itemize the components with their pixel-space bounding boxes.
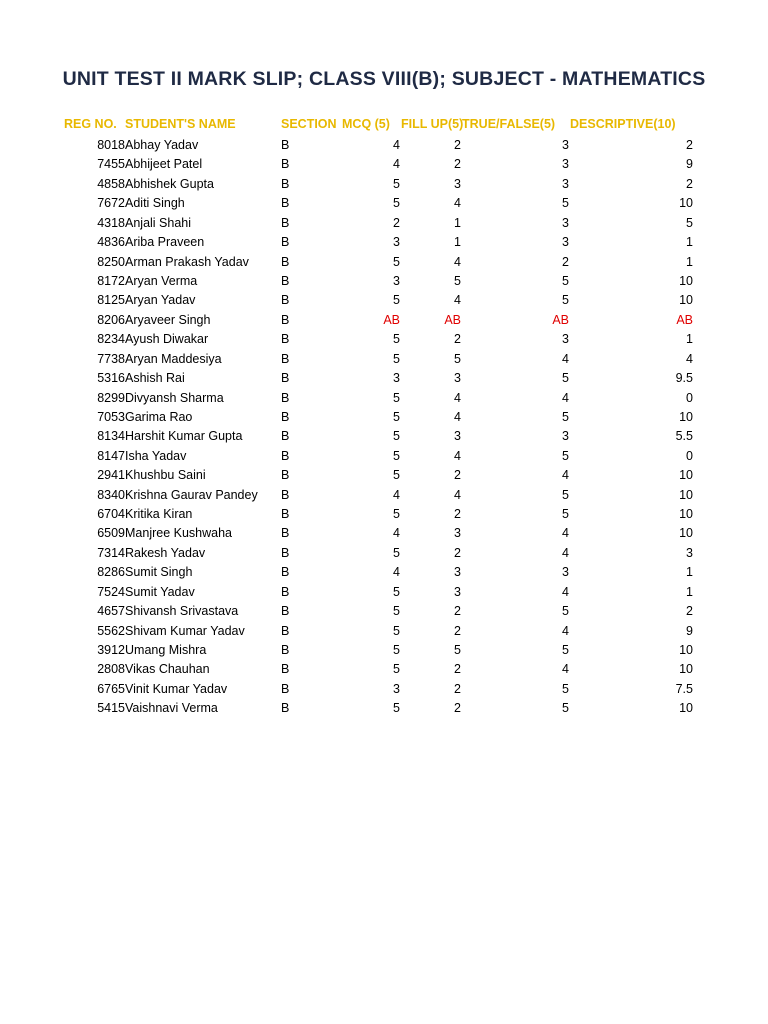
true-false-cell: AB — [552, 312, 569, 327]
descriptive-cell: AB — [676, 312, 693, 327]
fill-up-cell: 3 — [454, 371, 461, 385]
fill-up-cell: 2 — [454, 138, 461, 152]
student-name-cell: Aditi Singh — [125, 196, 185, 211]
section-cell: B — [281, 468, 290, 483]
descriptive-cell: 10 — [679, 409, 693, 424]
mcq-cell: 5 — [393, 662, 400, 677]
student-name-cell: Divyansh Sharma — [125, 390, 224, 405]
table-row — [0, 175, 768, 194]
header-student-name: STUDENT'S NAME — [125, 117, 236, 131]
true-false-cell: 4 — [562, 584, 569, 599]
section-cell: B — [281, 604, 290, 619]
section-cell: B — [281, 642, 290, 657]
true-false-cell: 4 — [562, 545, 569, 560]
section-cell: B — [281, 196, 290, 211]
descriptive-cell: 4 — [686, 351, 693, 366]
true-false-cell: 3 — [562, 332, 569, 347]
reg-no-cell: 5562 — [97, 623, 125, 638]
descriptive-cell: 7.5 — [675, 681, 693, 696]
true-false-cell: 4 — [562, 351, 569, 366]
reg-no-cell: 8299 — [97, 390, 125, 405]
table-row — [0, 350, 768, 369]
true-false-cell: 3 — [562, 429, 569, 444]
student-name-cell: Khushbu Saini — [125, 468, 206, 483]
table-row — [0, 427, 768, 446]
mcq-cell: 5 — [393, 642, 400, 657]
true-false-cell: 5 — [562, 642, 569, 657]
student-name-cell: Sumit Singh — [125, 565, 193, 580]
section-cell: B — [281, 390, 290, 405]
section-cell: B — [281, 565, 290, 580]
table-row — [0, 602, 768, 621]
header-mcq: MCQ (5) — [342, 117, 390, 131]
section-cell: B — [281, 623, 290, 638]
section-cell: B — [281, 701, 290, 716]
section-cell: B — [281, 448, 290, 463]
fill-up-cell: 2 — [454, 623, 461, 638]
descriptive-cell: 10 — [679, 507, 693, 521]
reg-no-cell: 2941 — [97, 468, 125, 483]
student-name-cell: Rakesh Yadav — [125, 545, 206, 560]
mcq-cell: 5 — [393, 701, 400, 716]
descriptive-cell: 10 — [679, 526, 693, 541]
reg-no-cell: 8206 — [97, 312, 125, 327]
mcq-cell: 5 — [393, 196, 400, 211]
reg-no-cell: 8125 — [97, 293, 125, 308]
student-name-cell: Arman Prakash Yadav — [125, 254, 249, 269]
section-cell: B — [281, 409, 290, 424]
mcq-cell: 5 — [393, 545, 400, 560]
section-cell: B — [281, 312, 290, 327]
reg-no-cell: 7314 — [97, 545, 125, 560]
mcq-cell: AB — [383, 312, 400, 327]
true-false-cell: 4 — [562, 623, 569, 638]
table-row — [0, 524, 768, 543]
table-row — [0, 486, 768, 505]
fill-up-cell: 2 — [454, 681, 461, 696]
mcq-cell: 5 — [393, 623, 400, 638]
descriptive-cell: 10 — [679, 293, 693, 308]
student-name-cell: Abhishek Gupta — [125, 176, 214, 191]
mcq-cell: 3 — [393, 273, 400, 288]
reg-no-cell: 4836 — [97, 235, 125, 250]
table-row — [0, 233, 768, 252]
descriptive-cell: 9.5 — [675, 371, 693, 385]
table-row — [0, 291, 768, 310]
true-false-cell: 3 — [562, 157, 569, 172]
descriptive-cell: 9 — [686, 623, 693, 638]
mcq-cell: 2 — [393, 215, 400, 230]
fill-up-cell: 5 — [454, 351, 461, 366]
table-row — [0, 505, 768, 524]
descriptive-cell: 2 — [686, 604, 693, 619]
true-false-cell: 2 — [562, 254, 569, 269]
mcq-cell: 5 — [393, 332, 400, 347]
section-cell: B — [281, 273, 290, 288]
fill-up-cell: 3 — [454, 565, 461, 580]
reg-no-cell: 8147 — [97, 448, 125, 463]
mcq-cell: 5 — [393, 507, 400, 521]
fill-up-cell: 3 — [454, 429, 461, 444]
section-cell: B — [281, 507, 290, 521]
table-row — [0, 155, 768, 174]
descriptive-cell: 0 — [686, 448, 693, 463]
fill-up-cell: 2 — [454, 662, 461, 677]
table-row — [0, 447, 768, 466]
table-row — [0, 272, 768, 291]
mcq-cell: 5 — [393, 429, 400, 444]
fill-up-cell: 2 — [454, 468, 461, 483]
header-section: SECTION — [281, 117, 337, 131]
fill-up-cell: 4 — [454, 487, 461, 502]
descriptive-cell: 10 — [679, 662, 693, 677]
descriptive-cell: 1 — [686, 332, 693, 347]
true-false-cell: 4 — [562, 390, 569, 405]
table-row — [0, 699, 768, 718]
true-false-cell: 5 — [562, 196, 569, 211]
mcq-cell: 5 — [393, 293, 400, 308]
section-cell: B — [281, 681, 290, 696]
descriptive-cell: 1 — [686, 254, 693, 269]
descriptive-cell: 10 — [679, 273, 693, 288]
section-cell: B — [281, 584, 290, 599]
fill-up-cell: 4 — [454, 293, 461, 308]
fill-up-cell: 5 — [454, 273, 461, 288]
descriptive-cell: 10 — [679, 468, 693, 483]
section-cell: B — [281, 662, 290, 677]
reg-no-cell: 5316 — [97, 371, 125, 385]
table-row — [0, 408, 768, 427]
student-name-cell: Manjree Kushwaha — [125, 526, 233, 541]
true-false-cell: 4 — [562, 662, 569, 677]
table-row — [0, 622, 768, 641]
section-cell: B — [281, 293, 290, 308]
table-row — [0, 369, 768, 388]
true-false-cell: 3 — [562, 138, 569, 152]
mcq-cell: 3 — [393, 371, 400, 385]
fill-up-cell: 1 — [454, 215, 461, 230]
student-name-cell: Abhijeet Patel — [125, 157, 203, 172]
mcq-cell: 5 — [393, 254, 400, 269]
section-cell: B — [281, 157, 290, 172]
fill-up-cell: 1 — [454, 235, 461, 250]
section-cell: B — [281, 526, 290, 541]
descriptive-cell: 2 — [686, 138, 693, 152]
reg-no-cell: 4657 — [97, 604, 125, 619]
reg-no-cell: 8018 — [97, 138, 125, 152]
mcq-cell: 4 — [393, 138, 400, 152]
student-name-cell: Aryan Verma — [125, 273, 198, 288]
reg-no-cell: 7524 — [97, 584, 125, 599]
table-row — [0, 311, 768, 330]
table-row — [0, 389, 768, 408]
student-name-cell: Aryan Yadav — [125, 293, 196, 308]
fill-up-cell: 2 — [454, 157, 461, 172]
reg-no-cell: 7053 — [97, 409, 125, 424]
student-name-cell: Anjali Shahi — [125, 215, 192, 230]
table-row — [0, 136, 768, 155]
reg-no-cell: 8340 — [97, 487, 125, 502]
reg-no-cell: 7672 — [97, 196, 125, 211]
descriptive-cell: 5 — [686, 215, 693, 230]
fill-up-cell: 2 — [454, 507, 461, 521]
true-false-cell: 3 — [562, 235, 569, 250]
descriptive-cell: 5.5 — [675, 429, 693, 444]
true-false-cell: 5 — [562, 273, 569, 288]
table-row — [0, 194, 768, 213]
true-false-cell: 5 — [562, 448, 569, 463]
student-name-cell: Ashish Rai — [125, 371, 185, 385]
reg-no-cell: 7455 — [97, 157, 125, 172]
descriptive-cell: 1 — [686, 565, 693, 580]
student-name-cell: Umang Mishra — [125, 642, 207, 657]
mcq-cell: 4 — [393, 565, 400, 580]
fill-up-cell: 2 — [454, 545, 461, 560]
table-row — [0, 253, 768, 272]
fill-up-cell: 4 — [454, 254, 461, 269]
reg-no-cell: 6509 — [97, 526, 125, 541]
table-row — [0, 660, 768, 679]
descriptive-cell: 0 — [686, 390, 693, 405]
student-name-cell: Ariba Praveen — [125, 235, 205, 250]
section-cell: B — [281, 371, 290, 385]
section-cell: B — [281, 254, 290, 269]
descriptive-cell: 3 — [686, 545, 693, 560]
mcq-cell: 5 — [393, 584, 400, 599]
fill-up-cell: 2 — [454, 604, 461, 619]
true-false-cell: 5 — [562, 409, 569, 424]
mcq-cell: 5 — [393, 468, 400, 483]
descriptive-cell: 2 — [686, 176, 693, 191]
mcq-cell: 5 — [393, 390, 400, 405]
table-row — [0, 330, 768, 349]
student-name-cell: Vinit Kumar Yadav — [125, 681, 228, 696]
student-name-cell: Ayush Diwakar — [125, 332, 209, 347]
true-false-cell: 5 — [562, 681, 569, 696]
fill-up-cell: 2 — [454, 332, 461, 347]
table-row — [0, 466, 768, 485]
student-name-cell: Harshit Kumar Gupta — [125, 429, 243, 444]
mcq-cell: 4 — [393, 487, 400, 502]
mcq-cell: 4 — [393, 526, 400, 541]
fill-up-cell: 4 — [454, 196, 461, 211]
student-name-cell: Aryan Maddesiya — [125, 351, 222, 366]
student-name-cell: Aryaveer Singh — [125, 312, 211, 327]
student-name-cell: Sumit Yadav — [125, 584, 195, 599]
reg-no-cell: 8250 — [97, 254, 125, 269]
fill-up-cell: 3 — [454, 584, 461, 599]
section-cell: B — [281, 429, 290, 444]
student-name-cell: Krishna Gaurav Pandey — [125, 487, 258, 502]
reg-no-cell: 4858 — [97, 176, 125, 191]
section-cell: B — [281, 215, 290, 230]
fill-up-cell: AB — [444, 312, 461, 327]
descriptive-cell: 10 — [679, 196, 693, 211]
descriptive-cell: 10 — [679, 642, 693, 657]
table-row — [0, 544, 768, 563]
reg-no-cell: 2808 — [97, 662, 125, 677]
table-row — [0, 214, 768, 233]
reg-no-cell: 6704 — [97, 507, 125, 521]
header-fill-up: FILL UP(5) — [401, 117, 464, 131]
table-row — [0, 641, 768, 660]
true-false-cell: 4 — [562, 526, 569, 541]
reg-no-cell: 3912 — [97, 642, 125, 657]
fill-up-cell: 4 — [454, 448, 461, 463]
section-cell: B — [281, 176, 290, 191]
reg-no-cell: 8172 — [97, 273, 125, 288]
student-name-cell: Shivansh Srivastava — [125, 604, 239, 619]
mcq-cell: 5 — [393, 604, 400, 619]
section-cell: B — [281, 487, 290, 502]
fill-up-cell: 3 — [454, 176, 461, 191]
true-false-cell: 5 — [562, 701, 569, 716]
true-false-cell: 3 — [562, 215, 569, 230]
true-false-cell: 5 — [562, 371, 569, 385]
table-row — [0, 680, 768, 699]
mcq-cell: 5 — [393, 409, 400, 424]
section-cell: B — [281, 332, 290, 347]
true-false-cell: 5 — [562, 293, 569, 308]
fill-up-cell: 4 — [454, 390, 461, 405]
section-cell: B — [281, 545, 290, 560]
reg-no-cell: 6765 — [97, 681, 125, 696]
true-false-cell: 3 — [562, 565, 569, 580]
section-cell: B — [281, 235, 290, 250]
header-descriptive: DESCRIPTIVE(10) — [570, 117, 676, 131]
reg-no-cell: 8286 — [97, 565, 125, 580]
mcq-cell: 4 — [393, 157, 400, 172]
mcq-cell: 5 — [393, 176, 400, 191]
true-false-cell: 4 — [562, 468, 569, 483]
header-true-false: TRUE/FALSE(5) — [462, 117, 556, 131]
descriptive-cell: 1 — [686, 584, 693, 599]
student-name-cell: Garima Rao — [125, 409, 193, 424]
fill-up-cell: 4 — [454, 409, 461, 424]
mcq-cell: 5 — [393, 448, 400, 463]
mcq-cell: 3 — [393, 235, 400, 250]
true-false-cell: 5 — [562, 604, 569, 619]
section-cell: B — [281, 138, 290, 152]
true-false-cell: 5 — [562, 487, 569, 502]
section-cell: B — [281, 351, 290, 366]
student-name-cell: Shivam Kumar Yadav — [125, 623, 245, 638]
descriptive-cell: 1 — [686, 235, 693, 250]
header-reg-no: REG NO. — [64, 117, 117, 131]
table-row — [0, 583, 768, 602]
student-name-cell: Kritika Kiran — [125, 507, 193, 521]
student-name-cell: Vaishnavi Verma — [125, 701, 218, 716]
mcq-cell: 5 — [393, 351, 400, 366]
descriptive-cell: 10 — [679, 701, 693, 716]
reg-no-cell: 8134 — [97, 429, 125, 444]
fill-up-cell: 5 — [454, 642, 461, 657]
descriptive-cell: 9 — [686, 157, 693, 172]
student-name-cell: Abhay Yadav — [125, 138, 199, 152]
reg-no-cell: 4318 — [97, 215, 125, 230]
fill-up-cell: 3 — [454, 526, 461, 541]
reg-no-cell: 8234 — [97, 332, 125, 347]
reg-no-cell: 5415 — [97, 701, 125, 716]
mcq-cell: 3 — [393, 681, 400, 696]
student-name-cell: Isha Yadav — [125, 448, 187, 463]
table-row — [0, 563, 768, 582]
fill-up-cell: 2 — [454, 701, 461, 716]
true-false-cell: 3 — [562, 176, 569, 191]
student-name-cell: Vikas Chauhan — [125, 662, 210, 677]
descriptive-cell: 10 — [679, 487, 693, 502]
reg-no-cell: 7738 — [97, 351, 125, 366]
page-title: UNIT TEST II MARK SLIP; CLASS VIII(B); SUBJECT - MATHEMATICS — [62, 68, 706, 90]
true-false-cell: 5 — [562, 507, 569, 521]
